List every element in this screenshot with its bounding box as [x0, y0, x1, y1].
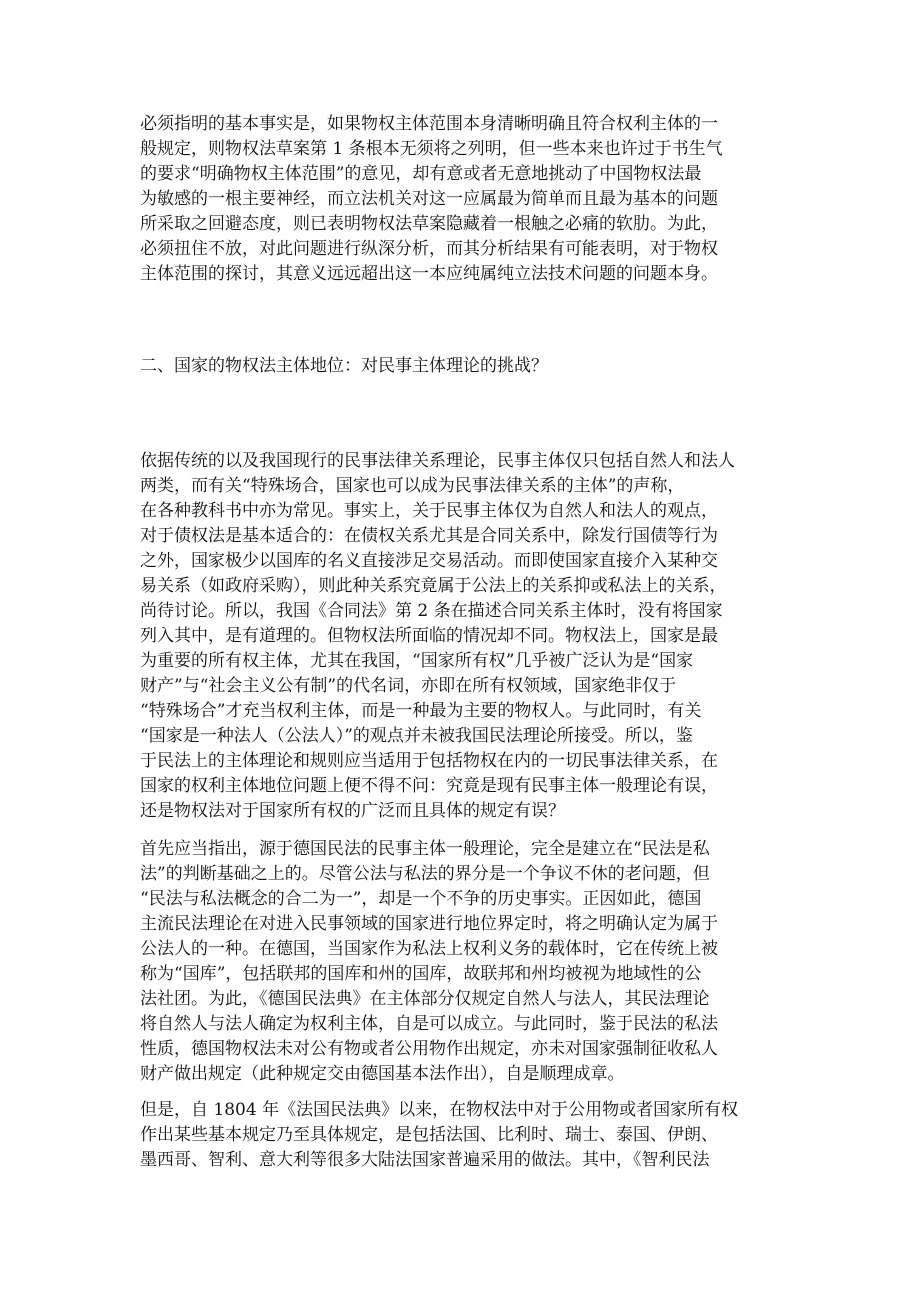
paragraph-line: 国家的权利主体地位问题上便不得不问：究竟是现有民事主体一般理论有误， — [140, 776, 718, 796]
paragraph-line: “民法与私法概念的合二为一”，却是一个不争的历史事实。正因如此，德国 — [140, 889, 702, 909]
paragraph-line: 尚待讨论。所以，我国《合同法》第 2 条在描述合同关系主体时，没有将国家 — [140, 601, 723, 621]
paragraph-line: 主流民法理论在对进入民事领域的国家进行地位界定时，将之明确认定为属于 — [140, 914, 718, 934]
paragraph-line: 对于债权法是基本适合的：在债权关系尤其是合同关系中，除发行国债等行为 — [140, 526, 718, 546]
paragraph-line: 墨西哥、智利、意大利等很多大陆法国家普遍采用的做法。其中，《智利民法 — [140, 1150, 710, 1170]
paragraph-line: 两类，而有关“特殊场合，国家也可以成为民事法律关系的主体”的声称， — [140, 476, 685, 496]
paragraph-line: 必须扭住不放，对此问题进行纵深分析，而其分析结果有可能表明，对于物权 — [140, 239, 718, 259]
paragraph-line: 还是物权法对于国家所有权的广泛而且具体的规定有误？ — [140, 801, 565, 821]
paragraph-line: “特殊场合”才充当权利主体，而是一种最为主要的物权人。与此同时，有关 — [140, 701, 702, 721]
paragraph-4 — [140, 1098, 780, 1173]
paragraph-line: 易关系（如政府采购），则此种关系究竟属于公法上的关系抑或私法上的关系， — [140, 576, 727, 596]
paragraph-line: 性质，德国物权法未对公有物或者公用物作出规定，亦未对国家强制征收私人 — [140, 1039, 718, 1059]
paragraph-line: 在各种教科书中亦为常见。事实上，关于民事主体仅为自然人和法人的观点， — [140, 501, 718, 521]
paragraph-2 — [140, 449, 780, 824]
paragraph-line: 的要求“明确物权主体范围”的意见，却有意或者无意地挑动了中国物权法最 — [140, 164, 702, 184]
paragraph-line: 所采取之回避态度，则已表明物权法草案隐藏着一根触之必痛的软肋。为此， — [140, 214, 718, 234]
paragraph-line: 为重要的所有权主体，尤其在我国，“国家所有权”几乎被广泛认为是“国家 — [140, 651, 694, 671]
paragraph-line: 法”的判断基础之上的。尽管公法与私法的界分是一个争议不休的老问题，但 — [140, 864, 710, 884]
paragraph-line: 称为“国库”，包括联邦的国库和州的国库，故联邦和州均被视为地域性的公 — [140, 964, 702, 984]
paragraph-line: 必须指明的基本事实是，如果物权主体范围本身清晰明确且符合权利主体的一 — [140, 114, 718, 134]
paragraph-3 — [140, 837, 780, 1087]
paragraph-line: 首先应当指出，源于德国民法的民事主体一般理论，完全是建立在“民法是私 — [140, 839, 710, 859]
paragraph-line: 列入其中，是有道理的。但物权法所面临的情况却不同。物权法上，国家是最 — [140, 626, 718, 646]
paragraph-line: 为敏感的一根主要神经，而立法机关对这一应属最为简单而且最为基本的问题 — [140, 189, 718, 209]
paragraph-1 — [140, 112, 780, 287]
paragraph-line: 作出某些基本规定乃至具体规定，是包括法国、比利时、瑞士、泰国、伊朗、 — [140, 1125, 718, 1145]
paragraph-line: 般规定，则物权法草案第 1 条根本无须将之列明，但一些本来也许过于书生气 — [140, 139, 723, 159]
paragraph-line: 于民法上的主体理论和规则应当适用于包括物权在内的一切民事法律关系，在 — [140, 751, 718, 771]
paragraph-line: “国家是一种法人（公法人）”的观点并未被我国民法理论所接受。所以，鉴 — [140, 726, 693, 746]
paragraph-line: 法社团。为此，《德国民法典》在主体部分仅规定自然人与法人，其民法理论 — [140, 989, 710, 1009]
paragraph-line: 依据传统的以及我国现行的民事法律关系理论，民事主体仅只包括自然人和法人 — [140, 451, 735, 471]
paragraph-line: 之外，国家极少以国库的名义直接涉足交易活动。而即使国家直接介入某种交 — [140, 551, 718, 571]
paragraph-line: 公法人的一种。在德国，当国家作为私法上权利义务的载体时，它在传统上被 — [140, 939, 718, 959]
paragraph-line: 但是，自 1804 年《法国民法典》以来，在物权法中对于公用物或者国家所有权 — [140, 1100, 739, 1120]
section-heading: 二、国家的物权法主体地位：对民事主体理论的挑战？ — [140, 356, 548, 376]
paragraph-line: 财产做出规定（此种规定交由德国基本法作出），自是顺理成章。 — [140, 1064, 625, 1084]
paragraph-line: 财产”与“社会主义公有制”的代名词，亦即在所有权领域，国家绝非仅于 — [140, 676, 677, 696]
paragraph-line: 将自然人与法人确定为权利主体，自是可以成立。与此同时，鉴于民法的私法 — [140, 1014, 718, 1034]
paragraph-line: 主体范围的探讨，其意义远远超出这一本应纯属纯立法技术问题的问题本身。 — [140, 264, 718, 284]
